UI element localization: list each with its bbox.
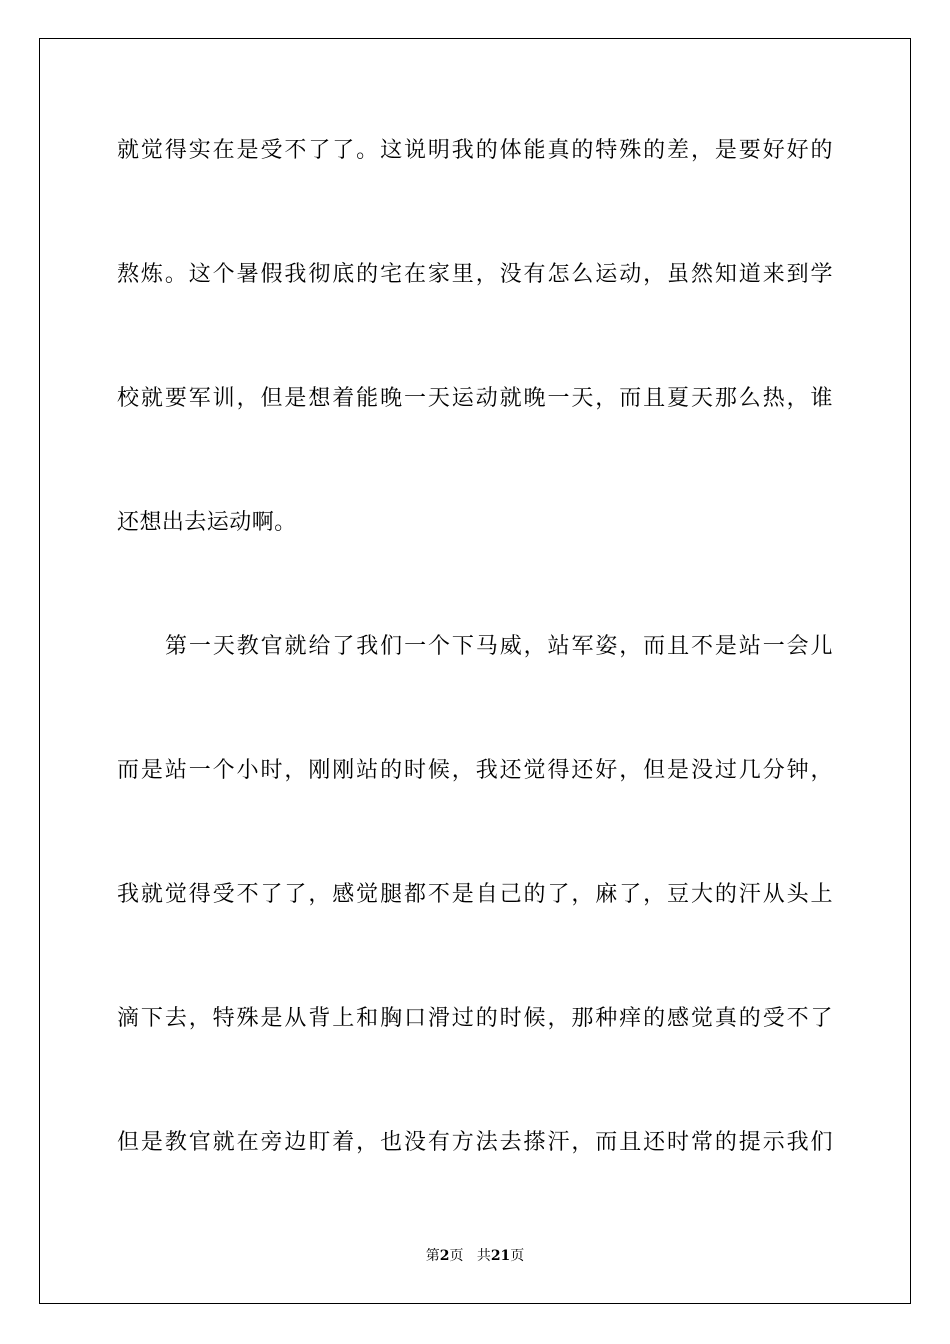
total-suffix: 页 (510, 1248, 525, 1264)
page-footer (0, 1247, 950, 1265)
text-line-5-paragraph-start: 第一天教官就给了我们一个下马威，站军姿，而且不是站一会儿 (165, 634, 833, 659)
text-line-7: 我就觉得受不了了，感觉腿都不是自己的了，麻了，豆大的汗从头上 (117, 882, 833, 907)
text-line-1: 就觉得实在是受不了了。这说明我的体能真的特殊的差，是要好好的 (117, 138, 833, 163)
text-line-2: 熬炼。这个暑假我彻底的宅在家里，没有怎么运动，虽然知道来到学 (117, 262, 833, 287)
page-suffix: 页 (449, 1248, 464, 1264)
total-pages: 21 (490, 1248, 511, 1264)
total-prefix: 共 (476, 1248, 491, 1264)
page-prefix: 第 (425, 1248, 440, 1264)
text-line-6: 而是站一个小时，刚刚站的时候，我还觉得还好，但是没过几分钟， (117, 758, 833, 783)
text-line-4: 还想出去运动啊。 (117, 510, 297, 535)
page-number: 2 (439, 1248, 450, 1264)
text-line-9: 但是教官就在旁边盯着，也没有方法去搽汗，而且还时常的提示我们 (117, 1130, 833, 1155)
text-line-8: 滴下去，特殊是从背上和胸口滑过的时候，那种痒的感觉真的受不了 (117, 1006, 833, 1031)
text-line-3: 校就要军训，但是想着能晚一天运动就晚一天，而且夏天那么热，谁 (117, 386, 833, 411)
page-border (39, 38, 911, 1304)
